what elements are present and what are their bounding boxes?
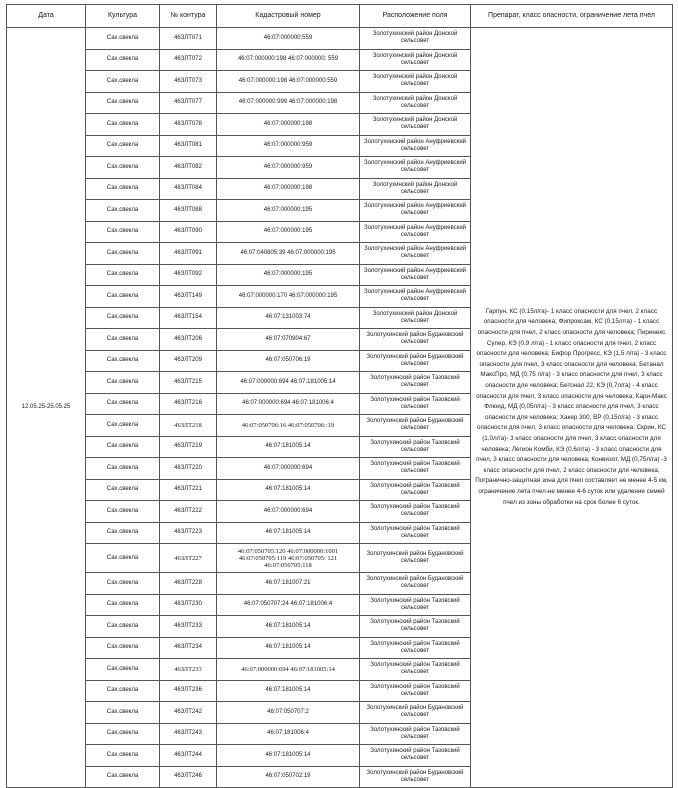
- crop-cell: Сах.свекла: [86, 393, 160, 415]
- cadastral-cell: 46:07:000000:694 46:07:181005:14: [217, 659, 360, 681]
- contour-cell: 46ЗЛТ092: [160, 264, 217, 286]
- location-cell: Золотухинский район Тазовский сельсовет: [360, 458, 471, 480]
- crop-cell: Сах.свекла: [86, 264, 160, 286]
- header-date: Дата: [7, 5, 86, 28]
- location-cell: Золотухинский район Тазовский сельсовет: [360, 479, 471, 501]
- location-cell: Золотухинский район Будановский сельсовет: [360, 702, 471, 724]
- location-cell: Золотухинский район Тазовский сельсовет: [360, 616, 471, 638]
- location-cell: Золотухинский район Ануфриевский сельсовет: [360, 264, 471, 286]
- contour-cell: 46ЗЛТ221: [160, 479, 217, 501]
- contour-cell: 46ЗЛТ228: [160, 573, 217, 595]
- contour-cell: 46ЗЛТ233: [160, 616, 217, 638]
- cadastral-cell: 46:07:181005:14: [217, 745, 360, 767]
- crop-cell: Сах.свекла: [86, 350, 160, 372]
- contour-cell: 46ЗЛТ230: [160, 594, 217, 616]
- location-cell: Золотухинский район Будановский сельсовет: [360, 573, 471, 595]
- location-cell: Золотухинский район Будановский сельсовет: [360, 766, 471, 788]
- crop-cell: Сах.свекла: [86, 594, 160, 616]
- treatment-table: [6, 4, 673, 788]
- crop-cell: Сах.свекла: [86, 723, 160, 745]
- crop-cell: Сах.свекла: [86, 49, 160, 71]
- cadastral-cell: 46:07:050706:16 46:07:050706::19: [217, 415, 360, 437]
- cadastral-cell: 46:07:000000:559: [217, 28, 360, 50]
- contour-cell: 46ЗЛТ084: [160, 178, 217, 200]
- contour-cell: 46ЗЛТ243: [160, 723, 217, 745]
- location-cell: Золотухинский район Будановский сельсовет: [360, 329, 471, 351]
- crop-cell: Сах.свекла: [86, 616, 160, 638]
- location-cell: Золотухинский район Донской сельсовет: [360, 114, 471, 136]
- cadastral-cell: 46:07:000000:198 46:07:000000: 559: [217, 49, 360, 71]
- crop-cell: Сах.свекла: [86, 307, 160, 329]
- contour-cell: 46ЗЛТ072: [160, 49, 217, 71]
- cadastral-cell: 46:07:181005:14: [217, 616, 360, 638]
- header-row: [7, 5, 673, 28]
- cadastral-cell: 46:07:000000:959: [217, 135, 360, 157]
- cadastral-cell: 46:07:040805:39 46:07:000000:195: [217, 243, 360, 265]
- cadastral-cell: 46:07:000000:959: [217, 157, 360, 179]
- cadastral-cell: 46:07:000000:694 46:07:181005:14: [217, 372, 360, 394]
- crop-cell: Сах.свекла: [86, 415, 160, 437]
- cadastral-cell: 46:07:181005:14: [217, 436, 360, 458]
- table-row: [7, 28, 673, 50]
- crop-cell: Сах.свекла: [86, 200, 160, 222]
- location-cell: Золотухинский район Ануфриевский сельсовет: [360, 135, 471, 157]
- location-cell: Золотухинский район Будановский сельсовет: [360, 350, 471, 372]
- location-cell: Золотухинский район Тазовский сельсовет: [360, 723, 471, 745]
- cadastral-cell: 46:07:000000:195: [217, 200, 360, 222]
- location-cell: Золотухинский район Донской сельсовет: [360, 307, 471, 329]
- contour-cell: 46ЗЛТ219: [160, 436, 217, 458]
- contour-cell: 46ЗЛТ220: [160, 458, 217, 480]
- crop-cell: Сах.свекла: [86, 501, 160, 523]
- contour-cell: 46ЗЛТ215: [160, 372, 217, 394]
- cadastral-cell: 46:07:050707:2: [217, 702, 360, 724]
- crop-cell: Сах.свекла: [86, 157, 160, 179]
- cadastral-cell: 46:07:181005:14: [217, 479, 360, 501]
- cadastral-cell: 46:07:000000:694 46:07:181006:4: [217, 393, 360, 415]
- crop-cell: Сах.свекла: [86, 680, 160, 702]
- contour-cell: 46ЗЛТ234: [160, 637, 217, 659]
- crop-cell: Сах.свекла: [86, 329, 160, 351]
- header-location: Расположение поля: [360, 5, 471, 28]
- header-cadastral: Кадастровый номер: [217, 5, 360, 28]
- cadastral-cell: 46:07:050707:24 46:07:181006:4: [217, 594, 360, 616]
- date-cell: 12.05.25-25.05.25: [7, 28, 86, 788]
- contour-cell: 46ЗЛТ209: [160, 350, 217, 372]
- location-cell: Золотухинский район Ануфриевский сельсовет: [360, 200, 471, 222]
- crop-cell: Сах.свекла: [86, 243, 160, 265]
- contour-cell: 46ЗЛТ218: [160, 415, 217, 437]
- crop-cell: Сах.свекла: [86, 766, 160, 788]
- location-cell: Золотухинский район Тазовский сельсовет: [360, 680, 471, 702]
- crop-cell: Сах.свекла: [86, 71, 160, 93]
- location-cell: Золотухинский район Тазовский сельсовет: [360, 637, 471, 659]
- contour-cell: 46ЗЛТ244: [160, 745, 217, 767]
- crop-cell: Сах.свекла: [86, 522, 160, 544]
- cadastral-cell: 46:07:181005:14: [217, 637, 360, 659]
- contour-cell: 46ЗЛТ206: [160, 329, 217, 351]
- contour-cell: 46ЗЛТ071: [160, 28, 217, 50]
- location-cell: Золотухинский район Донской сельсовет: [360, 49, 471, 71]
- crop-cell: Сах.свекла: [86, 221, 160, 243]
- cadastral-cell: 46:07:000000:198: [217, 114, 360, 136]
- cadastral-cell: 46:07:000000:198: [217, 178, 360, 200]
- location-cell: Золотухинский район Тазовский сельсовет: [360, 372, 471, 394]
- cadastral-cell: 46:07:000000:198 46:07:000000:559: [217, 71, 360, 93]
- contour-cell: 46ЗЛТ073: [160, 71, 217, 93]
- crop-cell: Сах.свекла: [86, 702, 160, 724]
- header-contour: № контура: [160, 5, 217, 28]
- cadastral-cell: 46:07:050706:19: [217, 350, 360, 372]
- contour-cell: 46ЗЛТ233: [160, 659, 217, 681]
- crop-cell: Сах.свекла: [86, 286, 160, 308]
- cadastral-cell: 46:07:000000:999 46:07:000000:198: [217, 92, 360, 114]
- location-cell: Золотухинский район Тазовский сельсовет: [360, 501, 471, 523]
- crop-cell: Сах.свекла: [86, 458, 160, 480]
- crop-cell: Сах.свекла: [86, 28, 160, 50]
- contour-cell: 46ЗЛТ081: [160, 135, 217, 157]
- contour-cell: 46ЗЛТ246: [160, 766, 217, 788]
- contour-cell: 46ЗЛТ091: [160, 243, 217, 265]
- contour-cell: 46ЗЛТ082: [160, 157, 217, 179]
- header-preparation: Препарат, класс опасности, ограничение лета пчел: [471, 5, 673, 28]
- location-cell: Золотухинский район Тазовский сельсовет: [360, 745, 471, 767]
- crop-cell: Сах.свекла: [86, 178, 160, 200]
- cadastral-cell: 46:07:181007:21: [217, 573, 360, 595]
- contour-cell: 46ЗЛТ077: [160, 92, 217, 114]
- contour-cell: 46ЗЛТ242: [160, 702, 217, 724]
- crop-cell: Сах.свекла: [86, 372, 160, 394]
- cadastral-cell: 46:07:181006:4: [217, 723, 360, 745]
- crop-cell: Сах.свекла: [86, 659, 160, 681]
- contour-cell: 46ЗЛТ227: [160, 544, 217, 573]
- crop-cell: Сах.свекла: [86, 544, 160, 573]
- location-cell: Золотухинский район Тазовский сельсовет: [360, 436, 471, 458]
- location-cell: Золотухинский район Ануфриевский сельсовет: [360, 243, 471, 265]
- cadastral-cell: 46:07:131003:74: [217, 307, 360, 329]
- cadastral-cell: 46:07:050705:120 46:07:000000:1001 46:07:050705:119 46:07:050705: 121 46:07:050705:118: [217, 544, 360, 573]
- cadastral-cell: 46:07:000000:170 46:07:000000:195: [217, 286, 360, 308]
- location-cell: Золотухинский район Ануфриевский сельсовет: [360, 157, 471, 179]
- location-cell: Золотухинский район Тазовский сельсовет: [360, 659, 471, 681]
- cadastral-cell: 46:07:000000:195: [217, 221, 360, 243]
- crop-cell: Сах.свекла: [86, 573, 160, 595]
- crop-cell: Сах.свекла: [86, 92, 160, 114]
- crop-cell: Сах.свекла: [86, 436, 160, 458]
- location-cell: Золотухинский район Донской сельсовет: [360, 28, 471, 50]
- location-cell: Золотухинский район Донской сельсовет: [360, 178, 471, 200]
- cadastral-cell: 46:07:050702:19: [217, 766, 360, 788]
- contour-cell: 46ЗЛТ090: [160, 221, 217, 243]
- crop-cell: Сах.свекла: [86, 479, 160, 501]
- cadastral-cell: 46:07:070904:67: [217, 329, 360, 351]
- contour-cell: 46ЗЛТ216: [160, 393, 217, 415]
- crop-cell: Сах.свекла: [86, 135, 160, 157]
- cadastral-cell: 46:07:000000:694: [217, 458, 360, 480]
- contour-cell: 46ЗЛТ078: [160, 114, 217, 136]
- location-cell: Золотухинский район Донской сельсовет: [360, 92, 471, 114]
- crop-cell: Сах.свекла: [86, 745, 160, 767]
- crop-cell: Сах.свекла: [86, 637, 160, 659]
- location-cell: Золотухинский район Тазовский сельсовет: [360, 594, 471, 616]
- contour-cell: 46ЗЛТ222: [160, 501, 217, 523]
- contour-cell: 46ЗЛТ149: [160, 286, 217, 308]
- cadastral-cell: 46:07:181005:14: [217, 522, 360, 544]
- cadastral-cell: 46:07:000000:195: [217, 264, 360, 286]
- location-cell: Золотухинский район Ануфриевский сельсовет: [360, 221, 471, 243]
- cadastral-cell: 46:07:000000:694: [217, 501, 360, 523]
- preparation-cell: Гарпун, КС (0,15л/га)- 1 класс опасности для пчел, 2 класс опасности для человека; Фипроксам, КС (0,15л/га) - 1 класс опасности для пчел, 2 класс опасности для человека; Пиринекс Супер, КЭ (0,9 л/га) - 1 класс опасности для пчел, 2 класс опасности для человека; Бифор Прогресс, КЭ (1,5 л/га) - 3 класс опасности для пчел, 3 класс опасности для человека; Бетанал МаксПро, МД (0,75 л/га) - 3 класс опасности для пчел, 3 класс опасности для человека; Бетонал 22, КЭ (0,7л/га) - 4 класс опасности для пчел, 3 класс опасности для человека; Кари-Макс Флюид, МД (0,05л/га) - 3 класс опасности для пчел, 3 класс опасности для человека; Хакер 300, ВР (0,15л/га) - 3 класс опасности для пчел, 3 класс опасности для человека; Скрин, КС (1,0л/га)- 3 класс опасности для пчел, 3 класс опасности для человека; Легион Комби, КЭ (0,6л/га) - 3 класс опасности для пчел, 3 класс опасности для человека; Конвизот, МД (0,75л/га) -3 класс опасности для пчел, 2 класс опасности для человека; Погранично-защитная зона для пчел составляет не менее 4-5 км, ограничение лета пчел-не менее 4-6 суток или удаление семей пчел из зоны обработки на срок более 6 суток.: [471, 28, 673, 788]
- location-cell: Золотухинский район Донской сельсовет: [360, 71, 471, 93]
- location-cell: Золотухинский район Тазовский сельсовет: [360, 522, 471, 544]
- contour-cell: 46ЗЛТ236: [160, 680, 217, 702]
- contour-cell: 46ЗЛТ154: [160, 307, 217, 329]
- cadastral-cell: 46:07:181005:14: [217, 680, 360, 702]
- header-crop: Культура: [86, 5, 160, 28]
- contour-cell: 46ЗЛТ223: [160, 522, 217, 544]
- contour-cell: 46ЗЛТ088: [160, 200, 217, 222]
- location-cell: Золотухинский район Тазовский сельсовет: [360, 393, 471, 415]
- crop-cell: Сах.свекла: [86, 114, 160, 136]
- location-cell: Золотухинский район Ануфриевский сельсовет: [360, 286, 471, 308]
- location-cell: Золотухинский район Будановский сельсовет: [360, 415, 471, 437]
- location-cell: Золотухинский район Будановский сельсовет: [360, 544, 471, 573]
